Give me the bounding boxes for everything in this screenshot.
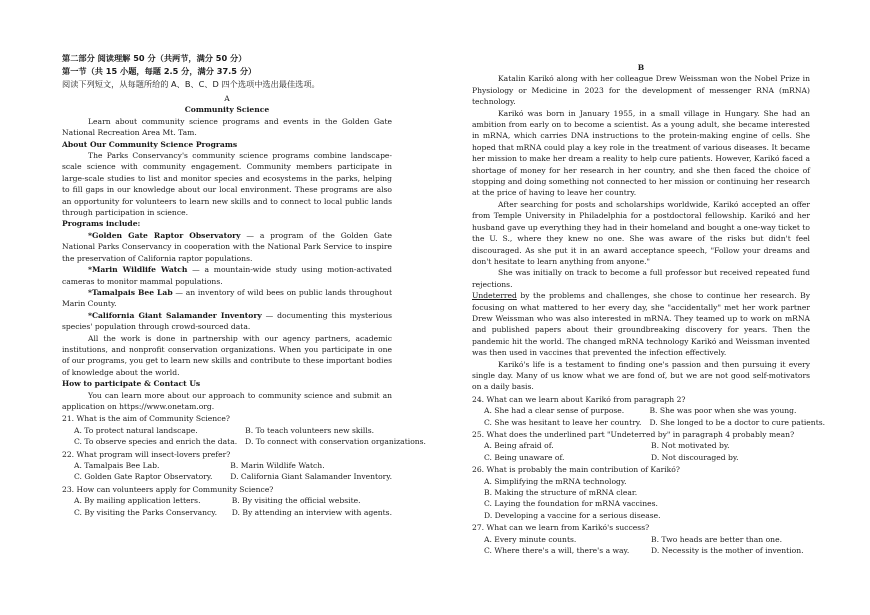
paragraph-text: by the problems and challenges, she chose to continue her research. By focusing on what mattered to her every day, she "accidentally" met her work partner Drew Weissman who was also interested in mRNA. They teamed up to work on mRNA and published papers about their groundbreaking discovery for years. Then the pandemic hit the world. The changed mRNA technology Karikó and Weissman invented was then used in vaccines that prevented the infection effectively. <box>472 291 810 358</box>
option-a[interactable]: A. She had a clear sense of purpose. <box>484 406 625 416</box>
passage-b-letter: B <box>637 63 645 72</box>
passage-b-paragraph: Katalin Karikó along with her colleague Drew Weissman won the Nobel Prize in Physiology or Medicine in 2023 for the development of messenger RNA (mRNA) technology. <box>472 74 810 107</box>
option-b[interactable]: B. Two heads are better than one. <box>651 534 782 544</box>
option-a[interactable]: A. Every minute counts. <box>484 534 577 544</box>
option-c[interactable]: C. Laying the foundation for mRNA vaccines. <box>484 499 658 509</box>
passage-b-paragraph: Karikó was born in January 1955, in a small village in Hungary. She had an ambition from early on to become a scientist. As a young adult, she became interested in mRNA, which carries DNA instructions to the protein-making engine of cells. She hoped that mRNA could play a key role in the treatment of various diseases. It became her mission to make her dream a reality to help cure patients. However, Karikó faced a shortage of money for her research in her country, and she then faced the choice of stopping and doing something not connected to her mission or continuing her research at the price of having to leave her country. <box>472 108 810 198</box>
option-d[interactable]: D. Developing a vaccine for a serious disease. <box>484 510 661 520</box>
option-a[interactable]: A. Being afraid of. <box>484 441 554 451</box>
program-name: *Golden Gate Raptor Observatory <box>88 230 241 240</box>
option-c[interactable]: C. Where there's a will, there's a way. <box>484 546 630 556</box>
question-stem: 22. What program will insect-lovers prefer? <box>62 449 231 459</box>
program-item <box>62 264 392 287</box>
question-options <box>472 534 810 557</box>
contact-text: You can learn more about our approach to community science and submit an application on https://www.onetam.org. <box>62 390 392 411</box>
program-desc: — a program of the Golden Gate National Parks Conservancy in cooperation with the National Park Service to inspire the preservation of California raptor populations. <box>62 230 392 263</box>
question-options <box>62 425 426 448</box>
passage-a-title: Community Science <box>184 105 270 115</box>
partnership-text: All the work is done in partnership with our agency partners, academic institutions, and nonprofit conservation organizations. When you participate in one of our programs, you get to learn new skills and contribute to these important bodies of knowledge about the world. <box>62 333 392 377</box>
passage-b-paragraph: Karikó's life is a testament to finding one's passion and then pursuing it every single day. Many of us know what we are fond of, but we are not good self-motivators on a daily basis. <box>472 359 810 392</box>
program-item <box>62 230 392 264</box>
instruction: 阅读下列短文，从每题所给的 A、B、C、D 四个选项中选出最佳选项。 <box>62 79 320 89</box>
option-c[interactable]: C. By visiting the Parks Conservancy. <box>74 507 217 517</box>
option-b[interactable]: B. By visiting the official website. <box>231 496 361 506</box>
option-a[interactable]: A. Simplifying the mRNA technology. <box>484 476 627 486</box>
question-stem: 23. How can volunteers apply for Community Science? <box>62 484 274 494</box>
passage-a-letter: A <box>224 94 230 103</box>
question-stem: 21. What is the aim of Community Science? <box>62 414 230 424</box>
passage-b-paragraph: She was initially on track to become a full professor but received repeated fund rejections. <box>472 268 810 289</box>
program-item <box>62 287 392 310</box>
about-heading: About Our Community Science Programs <box>62 139 238 149</box>
question-options <box>472 405 826 428</box>
option-b[interactable]: B. Not motivated by. <box>651 441 730 451</box>
option-b[interactable]: B. Making the structure of mRNA clear. <box>484 488 638 498</box>
part-heading: 第二部分 阅读理解 50 分（共两节，满分 50 分） <box>62 53 247 63</box>
option-c[interactable]: C. To observe species and enrich the data. <box>74 437 238 447</box>
section-heading: 第一节（共 15 小题，每题 2.5 分，满分 37.5 分） <box>62 66 257 76</box>
program-name: *Tamalpais Bee Lab <box>88 287 173 297</box>
passage-a-intro: Learn about community science programs and events in the Golden Gate National Recreation Area Mt. Tam. <box>62 116 392 138</box>
option-c[interactable]: C. Being unaware of. <box>484 452 565 462</box>
option-b[interactable]: B. Marin Wildlife Watch. <box>230 461 325 470</box>
option-d[interactable]: D. California Giant Salamander Inventory. <box>230 472 392 482</box>
passage-b-paragraph <box>472 290 810 358</box>
question-options <box>62 495 392 518</box>
left-column <box>62 52 426 518</box>
about-text: The Parks Conservancy's community science programs combine landscape-scale science with community engagement. Community members participate in large-scale studies to list and monitor species and ecosystems in the parks, helping to fill gaps in our knowledge about our local environment. These programs are also an opportunity for volunteers to learn new skills and to connect to local public lands through participation in science. <box>62 151 392 218</box>
option-c[interactable]: C. She was hesitant to leave her country. <box>484 417 642 427</box>
program-item <box>62 310 392 333</box>
option-d[interactable]: D. To connect with conservation organizations. <box>245 437 426 447</box>
question-options <box>472 440 810 463</box>
right-column <box>472 62 826 556</box>
option-b[interactable]: B. She was poor when she was young. <box>649 406 797 416</box>
question-stem: 26. What is probably the main contribution of Karikó? <box>472 465 680 475</box>
program-desc: — documenting this mysterious species' population through crowd-sourced data. <box>62 310 393 332</box>
option-a[interactable]: A. Tamalpais Bee Lab. <box>74 461 160 470</box>
option-c[interactable]: C. Golden Gate Raptor Observatory. <box>74 472 213 482</box>
underlined-word: Undeterred <box>472 291 517 301</box>
option-b[interactable]: B. To teach volunteers new skills. <box>245 425 375 435</box>
option-d[interactable]: D. Necessity is the mother of invention. <box>651 546 804 556</box>
question-stem: 24. What can we learn about Karikó from paragraph 2? <box>472 394 686 404</box>
program-name: *California Giant Salamander Inventory <box>88 310 262 320</box>
contact-heading: How to participate & Contact Us <box>62 379 201 389</box>
option-a[interactable]: A. By mailing application letters. <box>74 496 201 506</box>
question-options <box>472 476 810 522</box>
question-options <box>62 460 392 483</box>
programs-heading: Programs include: <box>62 219 141 229</box>
program-desc: — an inventory of wild bees on public lands throughout Marin County. <box>62 287 392 309</box>
question-stem: 25. What does the underlined part "Undeterred by" in paragraph 4 probably mean? <box>472 430 795 439</box>
program-name: *Marin Wildlife Watch <box>88 265 188 275</box>
option-a[interactable]: A. To protect natural landscape. <box>74 425 198 435</box>
question-stem: 27. What can we learn from Karikó's success? <box>472 523 650 533</box>
option-d[interactable]: D. She longed to be a doctor to cure patients. <box>649 417 826 427</box>
option-d[interactable]: D. Not discouraged by. <box>651 452 739 462</box>
passage-b-paragraph: After searching for posts and scholarships worldwide, Karikó accepted an offer from Temple University in Philadelphia for a postdoctoral fellowship. Karikó and her husband gave up everything they had in their homeland and bought a one-way ticket to the U. S., where they knew no one. She was aware of the risks but didn't feel discouraged. As she put it in an award acceptance speech, "Follow your dreams and don't hesitate to learn anything from anyone." <box>472 199 810 266</box>
option-d[interactable]: D. By attending an interview with agents. <box>231 507 392 517</box>
program-desc: — a mountain-wide study using motion-activated cameras to monitor mammal populations. <box>62 265 392 286</box>
